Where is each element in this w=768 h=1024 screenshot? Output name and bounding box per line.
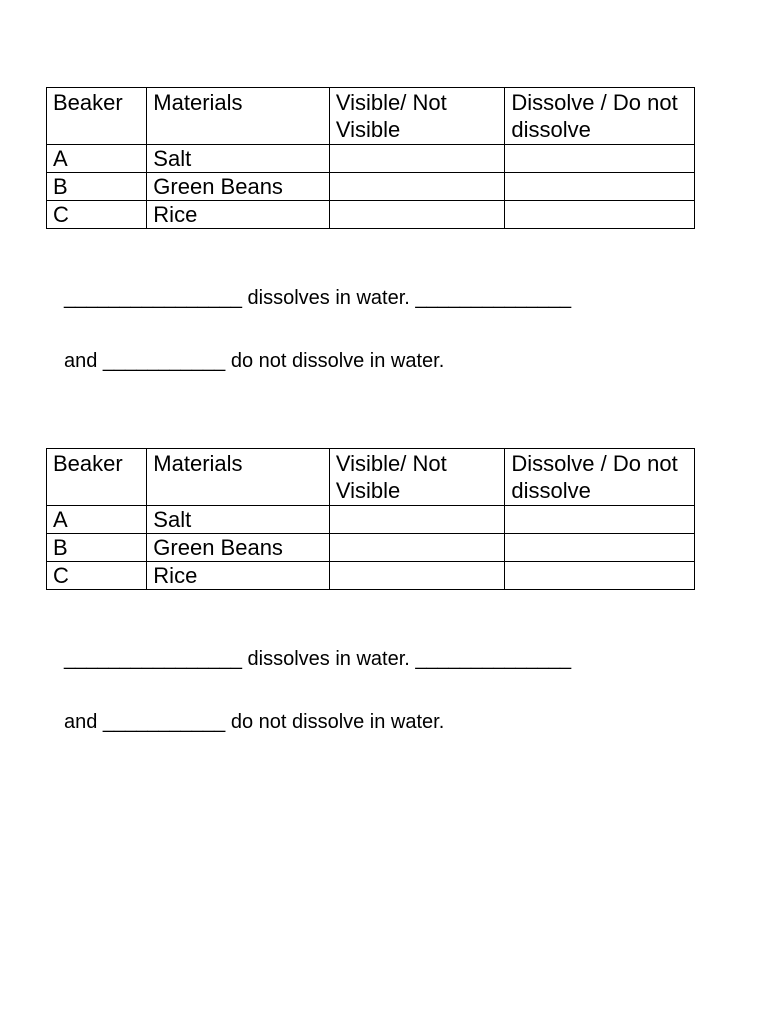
header-materials: Materials (147, 449, 330, 506)
fill-in-sentence-not-dissolve: and ___________ do not dissolve in water. (64, 711, 445, 733)
table-header-row (47, 449, 695, 506)
material-cell: Green Beans (147, 534, 330, 562)
visible-cell[interactable] (329, 145, 505, 173)
table-row (47, 506, 695, 534)
table-header-row (47, 88, 695, 145)
table-row (47, 562, 695, 590)
dissolve-cell[interactable] (505, 534, 695, 562)
fill-in-sentence-dissolves: ________________ dissolves in water. ______________ (64, 648, 572, 670)
beaker-cell: A (47, 145, 147, 173)
material-cell: Rice (147, 562, 330, 590)
beaker-cell: A (47, 506, 147, 534)
beaker-cell: C (47, 562, 147, 590)
beaker-cell: B (47, 534, 147, 562)
header-dissolve: Dissolve / Do not dissolve (505, 449, 695, 506)
table-row (47, 173, 695, 201)
dissolve-cell[interactable] (505, 506, 695, 534)
header-visible: Visible/ Not Visible (329, 88, 505, 145)
visible-cell[interactable] (329, 562, 505, 590)
visible-cell[interactable] (329, 506, 505, 534)
visible-cell[interactable] (329, 173, 505, 201)
beaker-cell: B (47, 173, 147, 201)
header-beaker: Beaker (47, 88, 147, 145)
material-cell: Salt (147, 145, 330, 173)
dissolve-cell[interactable] (505, 173, 695, 201)
fill-in-sentence-dissolves: ________________ dissolves in water. ______________ (64, 287, 572, 309)
material-cell: Rice (147, 201, 330, 229)
table-row (47, 145, 695, 173)
dissolve-cell[interactable] (505, 201, 695, 229)
header-materials: Materials (147, 88, 330, 145)
header-beaker: Beaker (47, 449, 147, 506)
beaker-table-1 (46, 87, 695, 229)
material-cell: Salt (147, 506, 330, 534)
dissolve-cell[interactable] (505, 145, 695, 173)
table-row (47, 201, 695, 229)
beaker-table-2 (46, 448, 695, 590)
fill-in-sentence-not-dissolve: and ___________ do not dissolve in water. (64, 350, 445, 372)
header-visible: Visible/ Not Visible (329, 449, 505, 506)
material-cell: Green Beans (147, 173, 330, 201)
table-row (47, 534, 695, 562)
beaker-cell: C (47, 201, 147, 229)
visible-cell[interactable] (329, 534, 505, 562)
dissolve-cell[interactable] (505, 562, 695, 590)
header-dissolve: Dissolve / Do not dissolve (505, 88, 695, 145)
visible-cell[interactable] (329, 201, 505, 229)
